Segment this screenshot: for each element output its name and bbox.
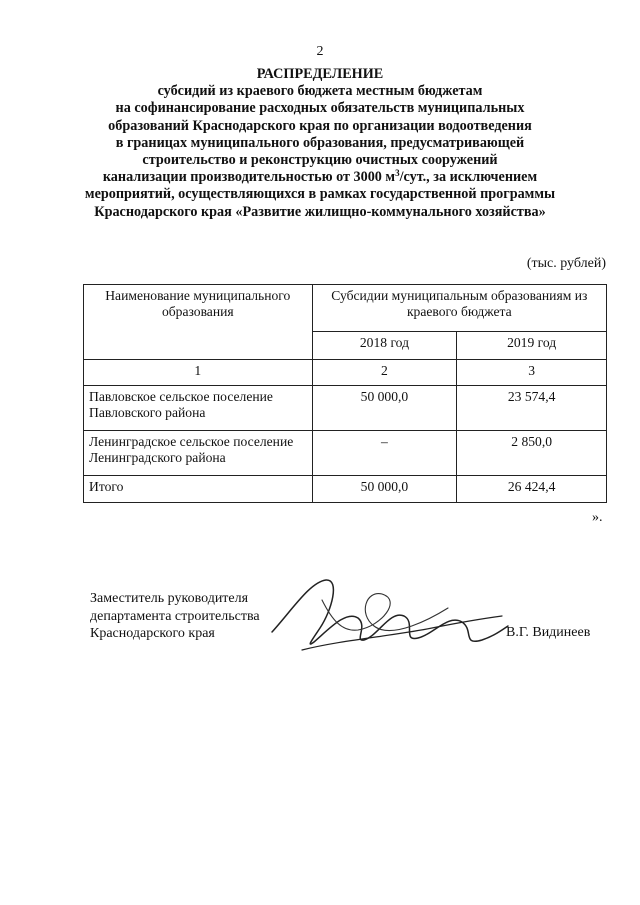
table-row [84,431,607,476]
heading-line: Краснодарского края «Развитие жилищно-коммунального хозяйства» [94,203,546,220]
header-municipality: Наименование муниципального образования [84,285,313,360]
document-heading [40,66,600,221]
heading-line: на софинансирование расходных обязательств муниципальных [115,100,525,117]
header-subsidies: Субсидии муниципальным образованиям из краевого бюджета [312,285,606,332]
header-year-2018: 2018 год [312,332,457,360]
row-name: Ленинградское сельское поселение Ленинградского района [84,431,313,476]
table-row [84,386,607,431]
subsidy-table [83,284,607,503]
heading-title: РАСПРЕДЕЛЕНИЕ [256,66,384,82]
row-value-2018: – [312,431,457,476]
superscript: 3 [395,168,400,179]
units-label: (тыс. рублей) [526,256,606,271]
col-number: 3 [457,360,607,386]
row-value-2019: 2 850,0 [457,431,607,476]
heading-line: субсидий из краевого бюджета местным бюджетам [157,83,483,100]
row-value-2018: 50 000,0 [312,386,457,431]
table-colnum-row [84,360,607,386]
heading-line: мероприятий, осуществляющихся в рамках государственной программы [84,186,556,203]
heading-line [40,169,600,186]
col-number: 2 [312,360,457,386]
heading-line: строительство и реконструкцию очистных сооружений [142,152,498,169]
signature-title [90,590,260,643]
signer-name: В.Г. Видинеев [506,625,591,640]
signer-position-line: департамента строительства [90,608,260,624]
table-header-row [84,285,607,332]
heading-line: в границах муниципального образования, предусматривающей [115,134,525,151]
signer-position-line: Краснодарского края [90,626,215,641]
heading-text: канализации производительностью от 3000 м [102,169,396,186]
closing-quote: ». [592,510,603,525]
header-year-2019: 2019 год [457,332,607,360]
heading-line: образований Краснодарского края по организации водоотведения [108,117,532,134]
total-label: Итого [84,476,313,503]
total-2018: 50 000,0 [312,476,457,503]
total-2019: 26 424,4 [457,476,607,503]
signer-position-line: Заместитель руководителя [90,591,249,606]
row-name: Павловское сельское поселение Павловского района [84,386,313,431]
row-value-2019: 23 574,4 [457,386,607,431]
handwritten-signature [262,570,512,670]
page-number: 2 [316,44,324,59]
table-total-row [84,476,607,503]
heading-text: /сут., за исключением [399,169,538,186]
col-number: 1 [84,360,313,386]
